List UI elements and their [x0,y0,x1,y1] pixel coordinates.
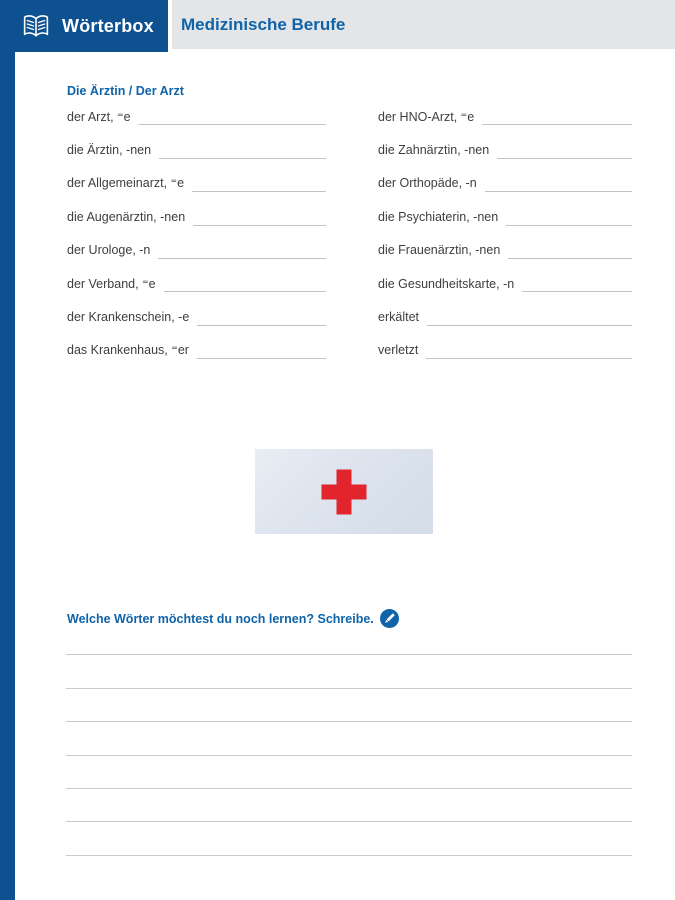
open-book-icon [22,13,50,40]
writing-line[interactable] [66,622,632,655]
vocab-row [378,226,632,259]
vocab-term: der Verband, ⁼e [67,276,156,291]
vocab-row [378,292,632,325]
vocab-row [67,125,326,158]
vocab-row [378,159,632,192]
writing-prompt-text: Welche Wörter möchtest du noch lernen? Schreibe. [67,611,374,626]
vocab-column-left [67,92,326,359]
vocab-term: verletzt [378,343,419,358]
vocab-row [67,159,326,192]
brand-box [0,0,168,52]
vocab-answer-blank[interactable] [197,357,326,359]
writing-line[interactable] [66,789,632,822]
vocab-term: der Allgemeinarzt, ⁼e [67,176,185,191]
vocab-term: die Frauenärztin, -nen [378,243,501,258]
vocab-row [378,259,632,292]
topic-bar [172,0,675,49]
vocab-row [67,259,326,292]
vocab-row [378,192,632,225]
vocab-term: erkältet [378,309,419,324]
vocab-answer-blank[interactable] [426,357,632,359]
writing-line[interactable] [66,822,632,855]
vocab-term: der Arzt, ⁼e [67,109,131,124]
vocab-term: die Psychiaterin, -nen [378,209,499,224]
vocab-term: der Orthopäde, -n [378,176,477,191]
topic-title: Medizinische Berufe [181,14,346,34]
vocabulary-list [67,92,632,359]
vocab-term: der Krankenschein, -e [67,309,190,324]
vocab-row [67,192,326,225]
vocab-term: die Ärztin, -nen [67,143,152,158]
red-cross-icon [322,469,367,514]
vocab-row [378,92,632,125]
first-aid-image [255,449,433,534]
vocab-term: die Gesundheitskarte, -n [378,276,515,291]
vocab-row [378,125,632,158]
vocab-row [67,326,326,359]
writing-line[interactable] [66,756,632,789]
vocab-column-right [378,92,632,359]
notes-area [66,622,632,856]
vocab-term: das Krankenhaus, ⁼er [67,343,189,358]
brand-title: Wörterbox [62,15,154,36]
vocab-row [67,292,326,325]
section-heading: Die Ärztin / Der Arzt [67,84,184,98]
writing-line[interactable] [66,689,632,722]
vocab-term: die Zahnärztin, -nen [378,143,490,158]
left-edge-strip [0,0,15,900]
vocab-term: der Urologe, -n [67,243,151,258]
vocab-row [67,92,326,125]
vocab-row [67,226,326,259]
vocab-row [378,326,632,359]
vocab-term: die Augenärztin, -nen [67,209,186,224]
vocab-term: der HNO-Arzt, ⁼e [378,109,475,124]
writing-line[interactable] [66,722,632,755]
writing-line[interactable] [66,655,632,688]
